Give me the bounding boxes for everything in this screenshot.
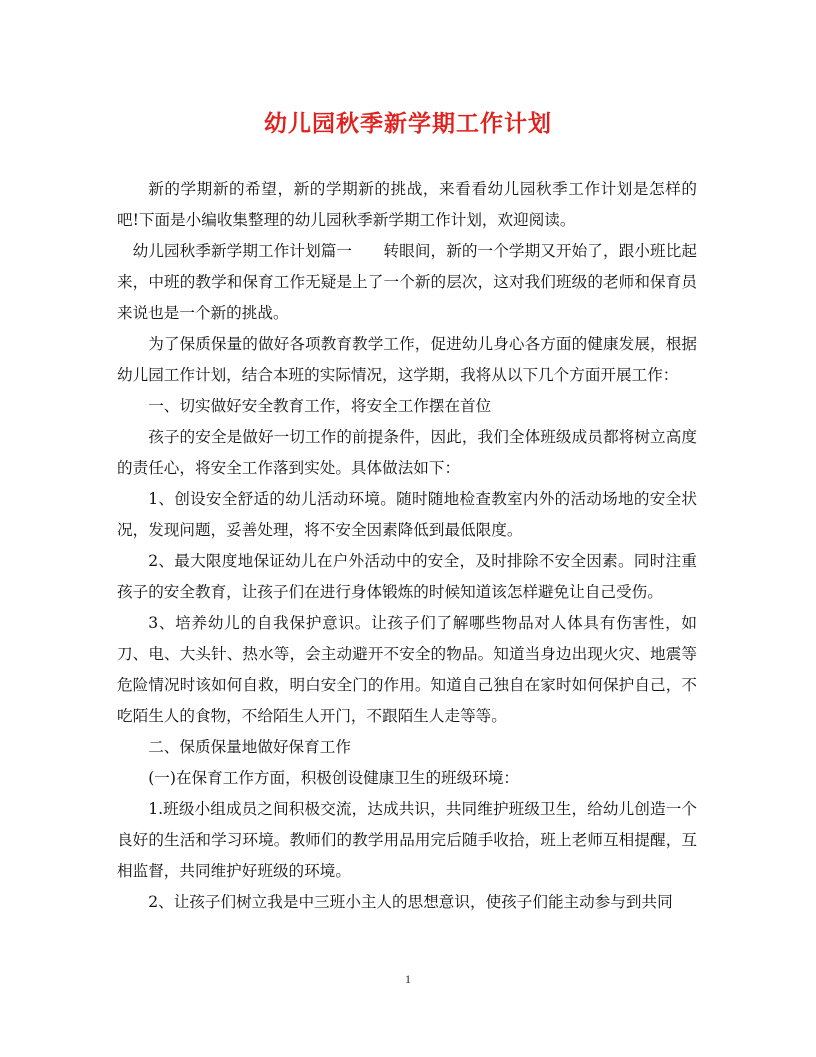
paragraph-section-one-opening: 幼儿园秋季新学期工作计划篇一 转眼间，新的一个学期又开始了，跟小班比起来，中班的教学和保育工作无疑是上了一个新的层次，这对我们班级的老师和保育员来说也是一个新的挑战。 <box>117 242 697 322</box>
page-number: 1 <box>405 972 411 986</box>
paragraph-safety-item-2: 2、最大限度地保证幼儿在户外活动中的安全，及时排除不安全因素。同时注重孩子的安全教育，让孩子们在进行身体锻炼的时候知道该怎样避免让自己受伤。 <box>117 552 697 601</box>
paragraph-safety-item-1: 1、创设安全舒适的幼儿活动环境。随时随地检查教室内外的活动场地的安全状况，发现问题，妥善处理，将不安全因素降低到最低限度。 <box>117 490 697 539</box>
heading-safety-education: 一、切实做好安全教育工作，将安全工作摆在首位 <box>148 397 492 415</box>
document-body <box>117 174 697 918</box>
paragraph-intro: 新的学期新的希望，新的学期新的挑战，来看看幼儿园秋季工作计划是怎样的吧!下面是小编收集整理的幼儿园秋季新学期工作计划，欢迎阅读。 <box>117 180 697 229</box>
paragraph-safety-premise: 孩子的安全是做好一切工作的前提条件，因此，我们全体班级成员都将树立高度的责任心，将安全工作落到实处。具体做法如下： <box>117 428 697 477</box>
subheading-care-environment: (一)在保育工作方面，积极创设健康卫生的班级环境： <box>148 769 520 787</box>
paragraph-plan-purpose: 为了保质保量的做好各项教育教学工作，促进幼儿身心各方面的健康发展，根据幼儿园工作计划，结合本班的实际情况，这学期，我将从以下几个方面开展工作： <box>117 335 697 384</box>
paragraph-care-item-2: 2、让孩子们树立我是中三班小主人的思想意识，使孩子们能主动参与到共同 <box>148 893 673 911</box>
paragraph-care-item-1: 1.班级小组成员之间积极交流，达成共识，共同维护班级卫生，给幼儿创造一个良好的生活和学习环境。教师们的教学用品用完后随手收拾，班上老师互相提醒，互相监督，共同维护好班级的环境。 <box>117 800 697 880</box>
document-title: 幼儿园秋季新学期工作计划 <box>264 110 552 137</box>
paragraph-safety-item-3: 3、培养幼儿的自我保护意识。让孩子们了解哪些物品对人体具有伤害性，如刀、电、大头针、热水等，会主动避开不安全的物品。知道当身边出现火灾、地震等危险情况时该如何自救，明白安全门的作用。知道自己独自在家时如何保护自己，不吃陌生人的食物，不给陌生人开门，不跟陌生人走等等。 <box>117 614 697 725</box>
heading-care-work: 二、保质保量地做好保育工作 <box>148 738 351 756</box>
